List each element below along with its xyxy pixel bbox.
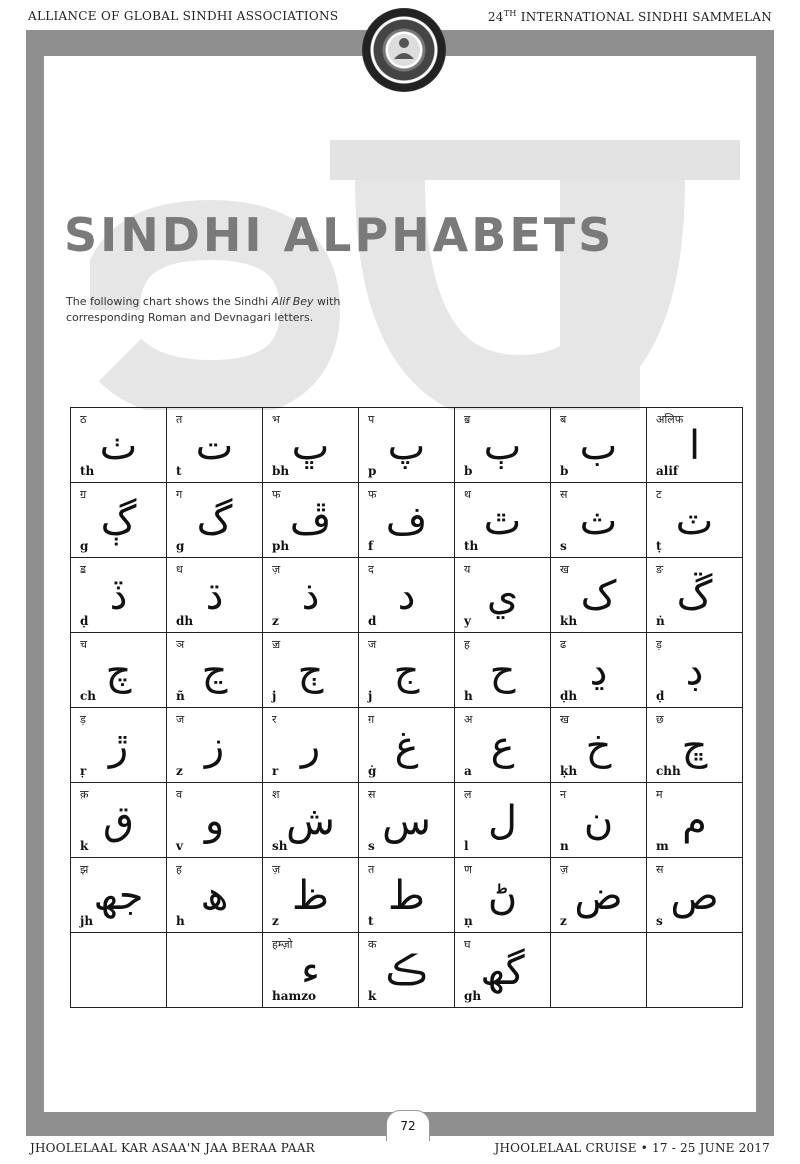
letter-cell	[359, 483, 455, 558]
letter-cell	[359, 933, 455, 1008]
roman-letter: l	[464, 839, 469, 853]
header-right	[488, 9, 772, 24]
letter-cell	[359, 783, 455, 858]
letter-cell	[71, 708, 167, 783]
sindhi-letter: ڇ	[681, 723, 708, 769]
table-row	[71, 933, 743, 1008]
letter-cell	[167, 783, 263, 858]
letter-cell	[167, 708, 263, 783]
sindhi-letter: ڊ	[685, 648, 704, 694]
footer-left: JHOOLELAAL KAR ASAA'N JAA BERAA PAAR	[30, 1141, 315, 1155]
roman-letter: z	[176, 764, 183, 778]
devnagari-letter: ड़	[80, 713, 86, 726]
sindhi-letter: ڄ	[297, 648, 324, 694]
page-title: SINDHI ALPHABETS	[64, 208, 615, 262]
roman-letter: ḍ	[656, 689, 665, 703]
sindhi-letter: ث	[579, 498, 618, 544]
roman-letter: t	[176, 464, 182, 478]
sindhi-letter: ڏ	[109, 573, 128, 619]
sindhi-letter: ڀ	[291, 423, 330, 469]
letter-cell	[455, 558, 551, 633]
sindhi-letter: و	[204, 798, 225, 844]
devnagari-letter: स	[368, 788, 376, 801]
alphabet-table	[70, 407, 743, 1008]
roman-letter: t	[368, 914, 374, 928]
sindhi-letter: ز	[204, 723, 225, 769]
roman-letter: jh	[80, 914, 94, 928]
letter-cell	[455, 858, 551, 933]
intro-emphasis: Alif Bey	[271, 295, 314, 308]
footer-right: JHOOLELAAL CRUISE • 17 - 25 JUNE 2017	[494, 1141, 770, 1155]
devnagari-letter: य	[464, 563, 471, 576]
devnagari-letter: फ	[272, 488, 281, 501]
devnagari-letter: ज	[368, 638, 377, 651]
roman-letter: f	[368, 539, 374, 553]
sindhi-letter: ھ	[200, 873, 229, 919]
letter-cell	[551, 633, 647, 708]
letter-cell	[647, 708, 743, 783]
roman-letter: b	[464, 464, 473, 478]
devnagari-letter: र	[272, 713, 277, 726]
table-row	[71, 633, 743, 708]
devnagari-letter: अलिफ	[656, 413, 684, 426]
sindhi-letter: پ	[387, 423, 426, 469]
devnagari-letter: म	[656, 788, 663, 801]
devnagari-letter: ॿ	[464, 413, 471, 426]
roman-letter: sh	[272, 839, 288, 853]
devnagari-letter: ह	[176, 863, 182, 876]
roman-letter: chh	[656, 764, 681, 778]
sindhi-letter: م	[682, 798, 707, 844]
devnagari-letter: ज	[176, 713, 185, 726]
sindhi-letter: ن	[583, 798, 614, 844]
letter-cell	[455, 708, 551, 783]
table-row	[71, 858, 743, 933]
letter-cell	[647, 933, 743, 1008]
header-ordinal-suffix: TH	[503, 9, 517, 18]
sindhi-letter: گ	[196, 498, 233, 544]
roman-letter: kh	[560, 614, 578, 628]
letter-cell	[647, 783, 743, 858]
devnagari-letter: ब	[560, 413, 567, 426]
devnagari-letter: व	[176, 788, 183, 801]
roman-letter: bh	[272, 464, 290, 478]
sindhi-letter: ا	[688, 423, 701, 469]
letter-cell	[359, 558, 455, 633]
roman-letter: th	[80, 464, 95, 478]
roman-letter: dh	[176, 614, 194, 628]
letter-cell	[551, 858, 647, 933]
sindhi-letter: ڻ	[487, 873, 518, 919]
letter-cell	[359, 708, 455, 783]
letter-cell	[167, 633, 263, 708]
letter-cell	[551, 933, 647, 1008]
devnagari-letter: त	[176, 413, 183, 426]
table-row	[71, 783, 743, 858]
devnagari-letter: फ	[368, 488, 377, 501]
letter-cell	[551, 558, 647, 633]
letter-cell	[551, 483, 647, 558]
roman-letter: h	[176, 914, 185, 928]
devnagari-letter: थ	[464, 488, 472, 501]
roman-letter: hamzo	[272, 989, 317, 1003]
letter-cell	[359, 408, 455, 483]
letter-cell	[359, 858, 455, 933]
devnagari-letter: ज़	[272, 563, 281, 576]
sindhi-letter: خ	[585, 723, 612, 769]
devnagari-letter: क़	[80, 788, 89, 801]
devnagari-letter: ख	[560, 713, 569, 726]
letter-cell	[551, 783, 647, 858]
roman-letter: y	[464, 614, 471, 628]
page-number: 72	[386, 1110, 430, 1141]
letter-cell	[71, 483, 167, 558]
intro-text	[66, 294, 356, 326]
letter-cell	[263, 783, 359, 858]
sindhi-letter: ظ	[292, 873, 329, 919]
devnagari-letter: ग	[176, 488, 183, 501]
roman-letter: p	[368, 464, 377, 478]
letter-cell	[647, 408, 743, 483]
sindhi-letter: ف	[385, 498, 428, 544]
letter-cell	[167, 933, 263, 1008]
sindhi-letter: چ	[105, 648, 132, 694]
table-row	[71, 708, 743, 783]
roman-letter: v	[176, 839, 183, 853]
letter-cell	[455, 933, 551, 1008]
letter-cell	[263, 558, 359, 633]
devnagari-letter: ज़	[272, 863, 281, 876]
letter-cell	[647, 633, 743, 708]
roman-letter: g	[176, 539, 185, 553]
roman-letter: j	[368, 689, 373, 703]
roman-letter: ṇ	[464, 914, 473, 928]
roman-letter: ṭ	[656, 539, 662, 553]
letter-cell	[71, 633, 167, 708]
devnagari-letter: श	[272, 788, 280, 801]
roman-letter: s	[368, 839, 375, 853]
roman-letter: ḍ	[80, 614, 89, 628]
devnagari-letter: ड़	[656, 638, 662, 651]
sindhi-letter: ش	[286, 798, 335, 844]
sindhi-letter: ڦ	[289, 498, 332, 544]
devnagari-letter: ह	[464, 638, 470, 651]
sindhi-letter: جھ	[93, 873, 144, 919]
devnagari-letter: झ	[80, 863, 89, 876]
association-logo	[362, 8, 446, 92]
sindhi-letter: ڳ	[100, 498, 137, 544]
devnagari-letter: ग़	[368, 713, 375, 726]
devnagari-letter: ट	[656, 488, 662, 501]
letter-cell	[71, 558, 167, 633]
devnagari-letter: स	[656, 863, 664, 876]
letter-cell	[551, 408, 647, 483]
sindhi-letter: ڌ	[205, 573, 224, 619]
roman-letter: h	[464, 689, 473, 703]
letter-cell	[647, 858, 743, 933]
roman-letter: s	[560, 539, 567, 553]
roman-letter: ph	[272, 539, 290, 553]
header-left: ALLIANCE OF GLOBAL SINDHI ASSOCIATIONS	[28, 9, 339, 23]
table-row	[71, 483, 743, 558]
letter-cell	[71, 933, 167, 1008]
devnagari-letter: ध	[176, 563, 183, 576]
sindhi-letter: ک	[580, 573, 617, 619]
sindhi-letter: ٿ	[483, 498, 522, 544]
sindhi-letter: ض	[574, 873, 623, 919]
letter-cell	[263, 933, 359, 1008]
table-row	[71, 558, 743, 633]
devnagari-letter: ॻ	[80, 488, 87, 501]
letter-cell	[359, 633, 455, 708]
roman-letter: gh	[464, 989, 482, 1003]
letter-cell	[455, 408, 551, 483]
letter-cell	[263, 483, 359, 558]
letter-cell	[71, 858, 167, 933]
sindhi-letter: ذ	[301, 573, 320, 619]
sindhi-letter: س	[382, 798, 431, 844]
roman-letter: alif	[656, 464, 679, 478]
roman-letter: ṅ	[656, 614, 665, 628]
devnagari-letter: भ	[272, 413, 280, 426]
devnagari-letter: स	[560, 488, 568, 501]
roman-letter: z	[272, 914, 279, 928]
devnagari-letter: ञ	[176, 638, 185, 651]
sindhi-letter: ڙ	[108, 723, 129, 769]
sindhi-letter: ڍ	[589, 648, 608, 694]
sindhi-letter: ٺ	[99, 423, 138, 469]
devnagari-letter: ङ	[656, 563, 664, 576]
sindhi-letter: گھ	[480, 948, 525, 994]
header-ordinal: 24	[487, 10, 504, 24]
sindhi-letter: ط	[388, 873, 425, 919]
sindhi-letter: ٽ	[675, 498, 714, 544]
sindhi-letter: ٻ	[483, 423, 522, 469]
roman-letter: a	[464, 764, 472, 778]
deity-emblem-icon	[363, 9, 445, 91]
sindhi-letter: ڃ	[201, 648, 228, 694]
roman-letter: k	[368, 989, 377, 1003]
letter-cell	[167, 858, 263, 933]
sindhi-letter: ڱ	[676, 573, 713, 619]
roman-letter: n	[560, 839, 569, 853]
roman-letter: ḳh	[560, 764, 578, 778]
sindhi-letter: ڪ	[385, 948, 428, 994]
letter-cell	[647, 483, 743, 558]
letter-cell	[551, 708, 647, 783]
sindhi-letter: ر	[300, 723, 321, 769]
devnagari-letter: ज़	[560, 863, 569, 876]
sindhi-letter: ص	[670, 873, 719, 919]
sindhi-letter: ح	[489, 648, 516, 694]
table-row	[71, 408, 743, 483]
roman-letter: ġ	[368, 764, 377, 778]
letter-cell	[167, 558, 263, 633]
letter-cell	[71, 408, 167, 483]
roman-letter: b	[560, 464, 569, 478]
devnagari-letter: घ	[464, 938, 471, 951]
letter-cell	[455, 783, 551, 858]
devnagari-letter: ॼ	[272, 638, 281, 651]
background-watermark-glyph	[90, 140, 740, 410]
roman-letter: s	[656, 914, 663, 928]
roman-letter: g	[80, 539, 89, 553]
devnagari-letter: द	[368, 563, 374, 576]
devnagari-letter: ख	[560, 563, 569, 576]
roman-letter: th	[464, 539, 479, 553]
roman-letter: ḍh	[560, 689, 578, 703]
devnagari-letter: अ	[464, 713, 473, 726]
letter-cell	[71, 783, 167, 858]
devnagari-letter: ठ	[80, 413, 87, 426]
sindhi-letter: ء	[301, 948, 320, 994]
devnagari-letter: ण	[464, 863, 472, 876]
letter-cell	[167, 408, 263, 483]
sindhi-letter: ي	[486, 573, 519, 619]
roman-letter: d	[368, 614, 377, 628]
intro-text-part: The following chart shows the Sindhi	[66, 295, 272, 308]
roman-letter: z	[272, 614, 279, 628]
intro-text-part: with corresponding Roman and Devnagari letters.	[66, 295, 341, 324]
devnagari-letter: ल	[464, 788, 472, 801]
devnagari-letter: क	[368, 938, 377, 951]
roman-letter: k	[80, 839, 89, 853]
devnagari-letter: प	[368, 413, 375, 426]
letter-cell	[263, 408, 359, 483]
devnagari-letter: च	[80, 638, 87, 651]
sindhi-letter: ع	[490, 723, 515, 769]
devnagari-letter: ढ	[560, 638, 567, 651]
roman-letter: j	[272, 689, 277, 703]
header-right-text: INTERNATIONAL SINDHI SAMMELAN	[516, 10, 772, 24]
sindhi-letter: ج	[393, 648, 420, 694]
roman-letter: m	[656, 839, 669, 853]
roman-letter: ñ	[176, 689, 185, 703]
roman-letter: ṛ	[80, 764, 87, 778]
devnagari-letter: त	[368, 863, 375, 876]
letter-cell	[647, 558, 743, 633]
letter-cell	[455, 483, 551, 558]
sindhi-letter: ق	[102, 798, 135, 844]
letter-cell	[263, 858, 359, 933]
roman-letter: z	[560, 914, 567, 928]
devnagari-letter: छ	[656, 713, 664, 726]
sindhi-letter: ل	[487, 798, 518, 844]
sindhi-letter: ت	[195, 423, 234, 469]
devnagari-letter: ॾ	[80, 563, 86, 576]
devnagari-letter: न	[560, 788, 567, 801]
letter-cell	[455, 633, 551, 708]
sindhi-letter: د	[397, 573, 416, 619]
letter-cell	[167, 483, 263, 558]
devnagari-letter: हम्ज़ो	[272, 938, 293, 951]
letter-cell	[263, 708, 359, 783]
roman-letter: ch	[80, 689, 97, 703]
sindhi-letter: ب	[579, 423, 618, 469]
letter-cell	[263, 633, 359, 708]
sindhi-letter: غ	[394, 723, 419, 769]
roman-letter: r	[272, 764, 279, 778]
